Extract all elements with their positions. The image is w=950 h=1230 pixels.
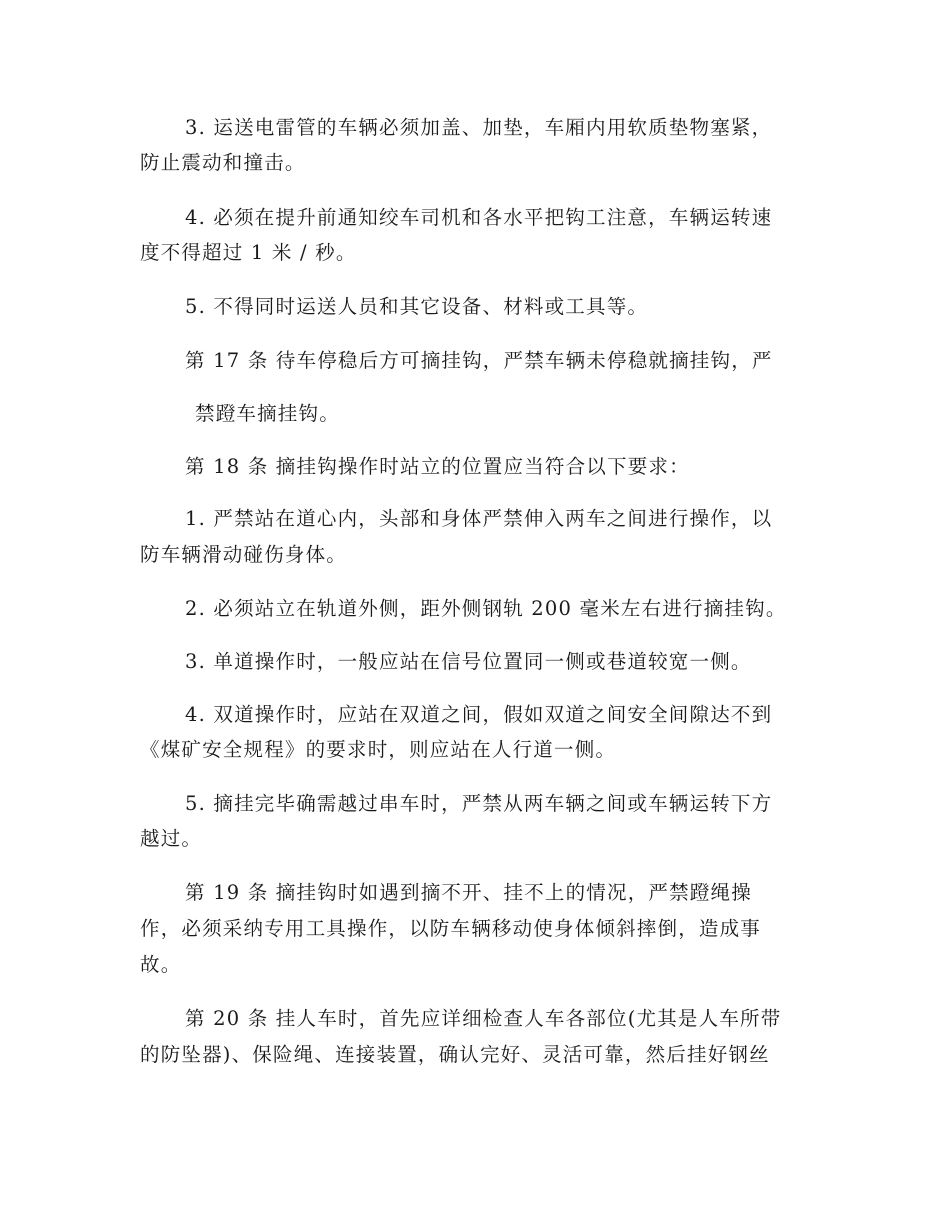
text-line: 防止震动和撞击。 bbox=[140, 151, 306, 174]
text-line: 4. 双道操作时，应站在双道之间，假如双道之间安全间隙达不到 bbox=[185, 703, 773, 726]
text-line: 第 17 条 待车停稳后方可摘挂钩，严禁车辆未停稳就摘挂钩，严 bbox=[185, 349, 773, 372]
text-line: 第 18 条 摘挂钩操作时站立的位置应当符合以下要求： bbox=[185, 455, 690, 478]
text-line: 第 19 条 摘挂钩时如遇到摘不开、挂不上的情况，严禁蹬绳操 bbox=[185, 881, 752, 904]
text-line: 3. 运送电雷管的车辆必须加盖、加垫，车厢内用软质垫物塞紧， bbox=[185, 116, 773, 139]
text-line: 越过。 bbox=[140, 827, 203, 850]
text-line: 防车辆滑动碰伤身体。 bbox=[140, 543, 348, 566]
text-line: 1. 严禁站在道心内，头部和身体严禁伸入两车之间进行操作，以 bbox=[185, 507, 773, 530]
text-line: 故。 bbox=[140, 953, 182, 976]
text-line: 禁蹬车摘挂钩。 bbox=[195, 402, 340, 425]
text-line: 第 20 条 挂人车时，首先应详细检查人车各部位(尤其是人车所带 bbox=[185, 1007, 782, 1030]
text-line: 的防坠器)、保险绳、连接装置，确认完好、灵活可靠，然后挂好钢丝 bbox=[140, 1043, 770, 1066]
text-line: 度不得超过 1 米 / 秒。 bbox=[140, 241, 357, 264]
text-line: 4. 必须在提升前通知绞车司机和各水平把钩工注意，车辆运转速 bbox=[185, 206, 773, 229]
text-line: 5. 摘挂完毕确需越过串车时，严禁从两车辆之间或车辆运转下方 bbox=[185, 792, 773, 815]
text-line: 5. 不得同时运送人员和其它设备、材料或工具等。 bbox=[185, 295, 649, 318]
text-line: 作，必须采纳专用工具操作，以防车辆移动使身体倾斜摔倒，造成事 bbox=[140, 917, 762, 940]
text-line: 3. 单道操作时，一般应站在信号位置同一侧或巷道较宽一侧。 bbox=[185, 650, 752, 673]
text-line: 2. 必须站立在轨道外侧，距外侧钢轨 200 毫米左右进行摘挂钩。 bbox=[185, 597, 787, 620]
text-line: 《煤矿安全规程》的要求时，则应站在人行道一侧。 bbox=[140, 738, 617, 761]
